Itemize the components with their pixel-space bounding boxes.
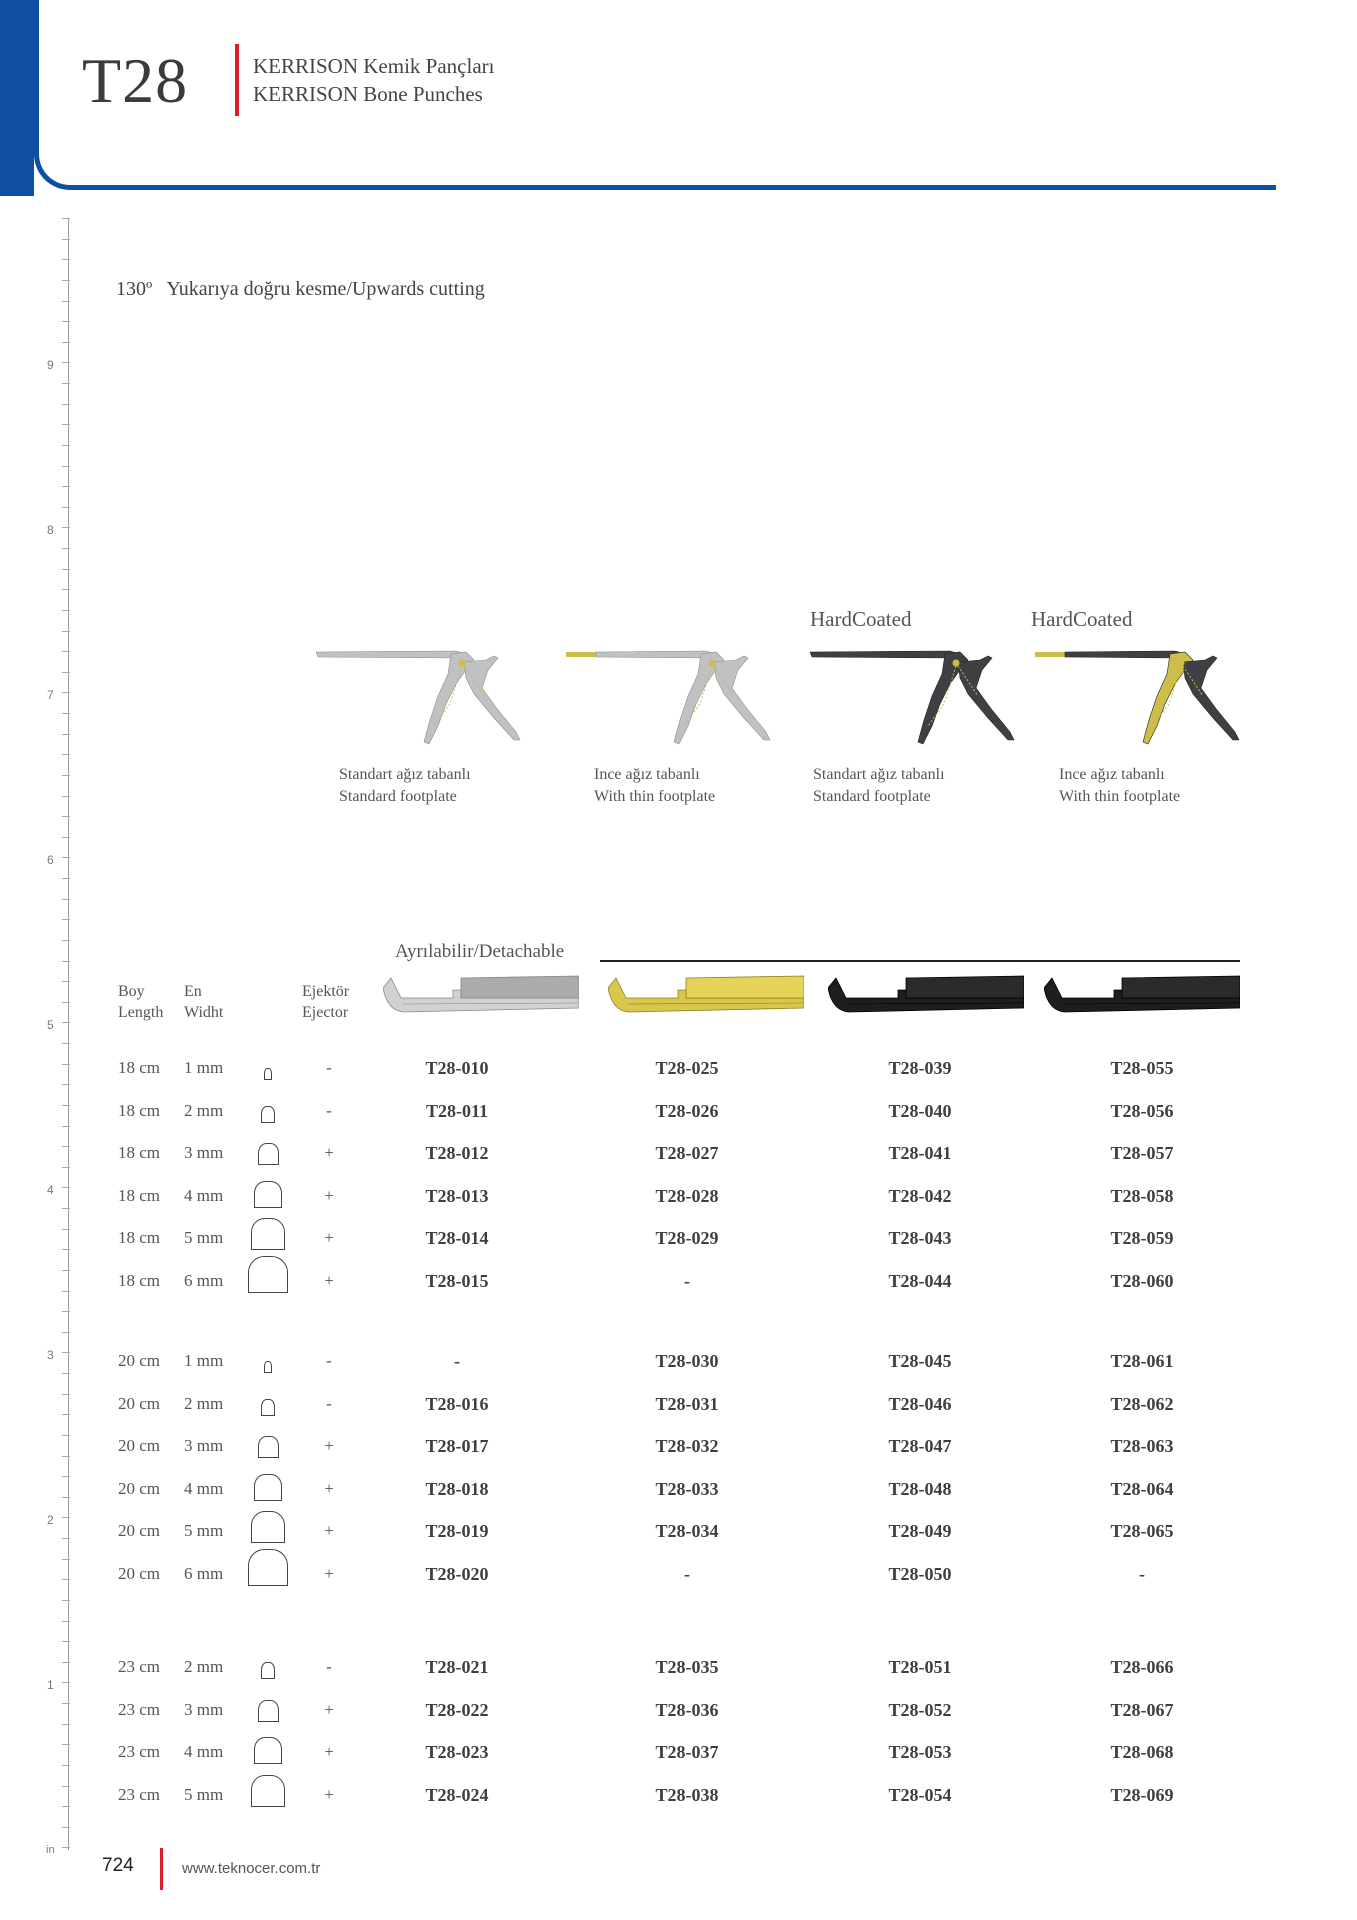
table-row xyxy=(0,1271,1357,1301)
ruler xyxy=(68,218,69,1850)
ruler-tick xyxy=(62,527,70,528)
ruler-tick xyxy=(62,1476,70,1477)
product-code-cell: T28-056 xyxy=(1110,1101,1174,1121)
width-cell: 2 mm xyxy=(184,1657,224,1676)
ruler-number: 2 xyxy=(47,1513,54,1527)
product-code-cell: T28-059 xyxy=(1110,1228,1174,1248)
ejector-cell: - xyxy=(326,1058,332,1077)
ruler-tick xyxy=(62,610,70,611)
caption-4 xyxy=(1059,764,1180,808)
product-code-cell: T28-061 xyxy=(1110,1351,1174,1371)
jaw-width-icon xyxy=(248,1549,289,1586)
table-row xyxy=(0,1436,1357,1466)
ruler-number: 7 xyxy=(47,688,54,702)
ruler-tick xyxy=(62,301,70,302)
product-code-cell: T28-039 xyxy=(888,1058,952,1078)
title-english: KERRISON Bone Punches xyxy=(253,82,483,106)
length-header xyxy=(118,981,163,1023)
ruler-tick xyxy=(62,734,70,735)
ruler-tick xyxy=(62,651,70,652)
ejector-cell: + xyxy=(324,1742,334,1761)
ruler-tick xyxy=(62,837,70,838)
product-code-cell: T28-034 xyxy=(655,1521,719,1541)
length-cell: 20 cm xyxy=(118,1436,161,1455)
ruler-tick xyxy=(62,507,70,508)
product-code-cell: T28-048 xyxy=(888,1479,952,1499)
product-code-cell: T28-021 xyxy=(425,1657,489,1677)
jaw-width-icon xyxy=(258,1436,279,1458)
caption-3-tr: Standart ağız tabanlı xyxy=(813,766,945,783)
ruler-tick xyxy=(62,486,70,487)
width-cell: 3 mm xyxy=(184,1436,224,1455)
table-row xyxy=(0,1143,1357,1173)
product-code-cell: T28-036 xyxy=(655,1700,719,1720)
ruler-tick xyxy=(62,1641,70,1642)
product-code-cell: T28-033 xyxy=(655,1479,719,1499)
width-cell: 4 mm xyxy=(184,1479,224,1498)
product-code-cell: T28-035 xyxy=(655,1657,719,1677)
ruler-tick xyxy=(62,404,70,405)
ruler-tick xyxy=(62,796,70,797)
ruler-number: 3 xyxy=(47,1348,54,1362)
jaw-width-icon xyxy=(248,1256,289,1293)
product-code-cell: T28-049 xyxy=(888,1521,952,1541)
ruler-number: 5 xyxy=(47,1018,54,1032)
product-code-cell: T28-046 xyxy=(888,1394,952,1414)
length-cell: 20 cm xyxy=(118,1394,161,1413)
product-code-cell: T28-044 xyxy=(888,1271,952,1291)
catalog-code: T28 xyxy=(82,45,189,116)
ruler-tick xyxy=(62,1002,70,1003)
ruler-tick xyxy=(62,1022,70,1023)
website-link[interactable]: www.teknocer.com.tr xyxy=(182,1860,321,1877)
product-code-cell: T28-055 xyxy=(1110,1058,1174,1078)
width-header xyxy=(184,981,223,1023)
hardcoated-label-2: HardCoated xyxy=(1031,607,1133,631)
ejector-cell: + xyxy=(324,1521,334,1540)
table-row xyxy=(0,1186,1357,1216)
product-code-cell: - xyxy=(454,1351,460,1371)
table-row xyxy=(0,1351,1357,1381)
ruler-tick xyxy=(62,1332,70,1333)
title-turkish: KERRISON Kemik Pançları xyxy=(253,54,495,78)
product-code-cell: T28-057 xyxy=(1110,1143,1174,1163)
width-cell: 1 mm xyxy=(184,1351,224,1370)
ruler-tick xyxy=(62,1311,70,1312)
ruler-tick xyxy=(62,1043,70,1044)
product-code-cell: T28-069 xyxy=(1110,1785,1174,1805)
jaw-width-icon xyxy=(251,1218,285,1250)
ejector-cell: + xyxy=(324,1186,334,1205)
table-row xyxy=(0,1394,1357,1424)
ruler-tick xyxy=(62,362,70,363)
ruler-tick xyxy=(62,424,70,425)
ruler-number: 1 xyxy=(47,1678,54,1692)
header-divider xyxy=(235,44,239,116)
product-code-cell: T28-060 xyxy=(1110,1271,1174,1291)
kerrison-punch-image xyxy=(1035,648,1245,748)
length-cell: 20 cm xyxy=(118,1564,161,1583)
product-code-cell: T28-066 xyxy=(1110,1657,1174,1677)
ruler-tick xyxy=(62,857,70,858)
ruler-tick xyxy=(62,1517,70,1518)
ruler-number: 4 xyxy=(47,1183,54,1197)
ejector-cell: + xyxy=(324,1700,334,1719)
jaw-width-icon xyxy=(254,1737,282,1764)
jaw-width-icon xyxy=(264,1361,272,1373)
product-code-cell: T28-017 xyxy=(425,1436,489,1456)
caption-1 xyxy=(339,764,471,808)
product-code-cell: T28-013 xyxy=(425,1186,489,1206)
jaw-width-icon xyxy=(251,1775,285,1807)
product-code-cell: T28-040 xyxy=(888,1101,952,1121)
ruler-tick xyxy=(62,218,70,219)
product-code-cell: T28-026 xyxy=(655,1101,719,1121)
table-row xyxy=(0,1785,1357,1815)
ejector-cell: + xyxy=(324,1436,334,1455)
product-code-cell: T28-027 xyxy=(655,1143,719,1163)
ruler-tick xyxy=(62,713,70,714)
table-row xyxy=(0,1058,1357,1088)
caption-2 xyxy=(594,764,715,808)
ruler-tick xyxy=(62,899,70,900)
length-cell: 23 cm xyxy=(118,1785,161,1804)
kerrison-punch-image xyxy=(566,648,776,748)
product-code-cell: T28-041 xyxy=(888,1143,952,1163)
product-code-cell: T28-068 xyxy=(1110,1742,1174,1762)
ruler-tick xyxy=(62,239,70,240)
ruler-tick xyxy=(62,631,70,632)
width-header-en: Widht xyxy=(184,1004,224,1021)
length-header-en: Length xyxy=(118,1004,164,1021)
jaw-width-icon xyxy=(261,1662,276,1679)
width-cell: 2 mm xyxy=(184,1394,224,1413)
width-cell: 2 mm xyxy=(184,1101,224,1120)
table-row xyxy=(0,1479,1357,1509)
ejector-header xyxy=(302,981,349,1023)
ruler-unit: in xyxy=(46,1844,55,1856)
ruler-tick xyxy=(62,919,70,920)
product-code-cell: T28-042 xyxy=(888,1186,952,1206)
length-cell: 18 cm xyxy=(118,1271,161,1290)
jaw-width-icon xyxy=(258,1700,279,1722)
ejector-cell: + xyxy=(324,1228,334,1247)
ruler-tick xyxy=(62,816,70,817)
product-code-cell: T28-031 xyxy=(655,1394,719,1414)
product-code-cell: T28-051 xyxy=(888,1657,952,1677)
length-cell: 20 cm xyxy=(118,1521,161,1540)
product-code-cell: T28-062 xyxy=(1110,1394,1174,1414)
ruler-tick xyxy=(62,1847,70,1848)
ruler-tick xyxy=(62,1559,70,1560)
length-cell: 18 cm xyxy=(118,1228,161,1247)
brand-side-bar xyxy=(0,0,34,196)
length-header-tr: Boy xyxy=(118,983,145,1000)
table-row xyxy=(0,1742,1357,1772)
ruler-tick xyxy=(62,961,70,962)
table-row xyxy=(0,1700,1357,1730)
ruler-number: 8 xyxy=(47,523,54,537)
product-code-cell: T28-015 xyxy=(425,1271,489,1291)
ruler-tick xyxy=(62,445,70,446)
ruler-tick xyxy=(62,1600,70,1601)
ruler-tick xyxy=(62,466,70,467)
ejector-cell: + xyxy=(324,1143,334,1162)
ruler-tick xyxy=(62,981,70,982)
page-number: 724 xyxy=(102,1855,134,1876)
product-code-cell: T28-045 xyxy=(888,1351,952,1371)
jaw-width-icon xyxy=(254,1474,282,1501)
length-cell: 20 cm xyxy=(118,1479,161,1498)
product-code-cell: T28-058 xyxy=(1110,1186,1174,1206)
tip-closeup-image xyxy=(828,968,1024,1024)
section-heading xyxy=(116,278,485,301)
ejector-cell: - xyxy=(326,1101,332,1120)
product-code-cell: T28-050 xyxy=(888,1564,952,1584)
kerrison-punch-image xyxy=(316,648,526,748)
hardcoated-label-1: HardCoated xyxy=(810,607,912,631)
ruler-tick xyxy=(62,589,70,590)
product-code-cell: T28-064 xyxy=(1110,1479,1174,1499)
product-code-cell: T28-052 xyxy=(888,1700,952,1720)
header-frame xyxy=(34,0,1276,190)
product-code-cell: T28-065 xyxy=(1110,1521,1174,1541)
cutting-angle: 130º xyxy=(116,278,153,300)
product-code-cell: T28-022 xyxy=(425,1700,489,1720)
jaw-width-icon xyxy=(258,1143,279,1165)
ruler-tick xyxy=(62,1827,70,1828)
product-code-cell: T28-012 xyxy=(425,1143,489,1163)
ruler-tick xyxy=(62,383,70,384)
width-cell: 4 mm xyxy=(184,1742,224,1761)
ruler-tick xyxy=(62,940,70,941)
caption-1-en: Standard footplate xyxy=(339,788,457,805)
product-code-cell: T28-023 xyxy=(425,1742,489,1762)
product-code-cell: T28-020 xyxy=(425,1564,489,1584)
product-code-cell: T28-029 xyxy=(655,1228,719,1248)
ejector-cell: - xyxy=(326,1351,332,1370)
product-code-cell: T28-043 xyxy=(888,1228,952,1248)
product-code-cell: T28-047 xyxy=(888,1436,952,1456)
ruler-tick xyxy=(62,321,70,322)
length-cell: 23 cm xyxy=(118,1742,161,1761)
ruler-tick xyxy=(62,342,70,343)
length-cell: 18 cm xyxy=(118,1186,161,1205)
table-row xyxy=(0,1228,1357,1258)
tip-closeup-image xyxy=(383,968,579,1024)
ruler-number: 6 xyxy=(47,853,54,867)
product-code-cell: T28-014 xyxy=(425,1228,489,1248)
caption-4-tr: Ince ağız tabanlı xyxy=(1059,766,1165,783)
length-cell: 18 cm xyxy=(118,1058,161,1077)
ejector-cell: + xyxy=(324,1564,334,1583)
table-row xyxy=(0,1657,1357,1687)
ejector-cell: + xyxy=(324,1479,334,1498)
ejector-cell: + xyxy=(324,1785,334,1804)
width-header-tr: En xyxy=(184,983,202,1000)
ejector-cell: - xyxy=(326,1394,332,1413)
table-row xyxy=(0,1564,1357,1594)
tip-closeup-image xyxy=(608,968,804,1024)
product-code-cell: T28-054 xyxy=(888,1785,952,1805)
ruler-tick xyxy=(62,775,70,776)
kerrison-punch-image xyxy=(810,648,1020,748)
width-cell: 6 mm xyxy=(184,1564,224,1583)
product-code-cell: T28-025 xyxy=(655,1058,719,1078)
product-code-cell: T28-053 xyxy=(888,1742,952,1762)
product-code-cell: - xyxy=(684,1564,690,1584)
width-cell: 5 mm xyxy=(184,1521,224,1540)
jaw-width-icon xyxy=(251,1511,285,1543)
product-code-cell: T28-028 xyxy=(655,1186,719,1206)
width-cell: 3 mm xyxy=(184,1700,224,1719)
ruler-tick xyxy=(62,878,70,879)
tip-closeup-image xyxy=(1044,968,1240,1024)
ruler-number: 9 xyxy=(47,358,54,372)
width-cell: 1 mm xyxy=(184,1058,224,1077)
caption-2-en: With thin footplate xyxy=(594,788,716,805)
ruler-tick xyxy=(62,754,70,755)
product-code-cell: T28-067 xyxy=(1110,1700,1174,1720)
product-code-cell: T28-018 xyxy=(425,1479,489,1499)
width-cell: 3 mm xyxy=(184,1143,224,1162)
width-cell: 6 mm xyxy=(184,1271,224,1290)
jaw-width-icon xyxy=(264,1068,272,1080)
ejector-header-tr: Ejektör xyxy=(302,983,350,1000)
tip-header-rule xyxy=(600,960,1240,962)
product-code-cell: T28-030 xyxy=(655,1351,719,1371)
product-code-cell: T28-010 xyxy=(425,1058,489,1078)
ruler-tick xyxy=(62,259,70,260)
product-code-cell: - xyxy=(684,1271,690,1291)
product-code-cell: T28-037 xyxy=(655,1742,719,1762)
length-cell: 18 cm xyxy=(118,1143,161,1162)
product-code-cell: T28-024 xyxy=(425,1785,489,1805)
length-cell: 23 cm xyxy=(118,1657,161,1676)
length-cell: 18 cm xyxy=(118,1101,161,1120)
ruler-tick xyxy=(62,280,70,281)
product-code-cell: T28-032 xyxy=(655,1436,719,1456)
caption-2-tr: Ince ağız tabanlı xyxy=(594,766,700,783)
ejector-cell: + xyxy=(324,1271,334,1290)
caption-3-en: Standard footplate xyxy=(813,788,931,805)
width-cell: 5 mm xyxy=(184,1785,224,1804)
ruler-tick xyxy=(62,1621,70,1622)
table-row xyxy=(0,1521,1357,1551)
caption-4-en: With thin footplate xyxy=(1059,788,1181,805)
length-cell: 23 cm xyxy=(118,1700,161,1719)
ruler-tick xyxy=(62,672,70,673)
footer-divider xyxy=(160,1848,163,1890)
jaw-width-icon xyxy=(254,1181,282,1208)
caption-1-tr: Standart ağız tabanlı xyxy=(339,766,471,783)
ejector-cell: - xyxy=(326,1657,332,1676)
ruler-tick xyxy=(62,548,70,549)
width-cell: 5 mm xyxy=(184,1228,224,1247)
product-code-cell: T28-038 xyxy=(655,1785,719,1805)
detachable-label: Ayrılabilir/Detachable xyxy=(395,941,565,962)
product-code-cell: T28-016 xyxy=(425,1394,489,1414)
caption-3 xyxy=(813,764,945,808)
ruler-tick xyxy=(62,692,70,693)
product-code-cell: - xyxy=(1139,1564,1145,1584)
jaw-width-icon xyxy=(261,1106,276,1123)
ejector-header-en: Ejector xyxy=(302,1004,349,1021)
ruler-tick xyxy=(62,569,70,570)
cutting-direction: Yukarıya doğru kesme/Upwards cutting xyxy=(166,278,485,300)
length-cell: 20 cm xyxy=(118,1351,161,1370)
table-row xyxy=(0,1101,1357,1131)
jaw-width-icon xyxy=(261,1399,276,1416)
product-code-cell: T28-019 xyxy=(425,1521,489,1541)
product-code-cell: T28-063 xyxy=(1110,1436,1174,1456)
product-code-cell: T28-011 xyxy=(425,1101,488,1121)
width-cell: 4 mm xyxy=(184,1186,224,1205)
